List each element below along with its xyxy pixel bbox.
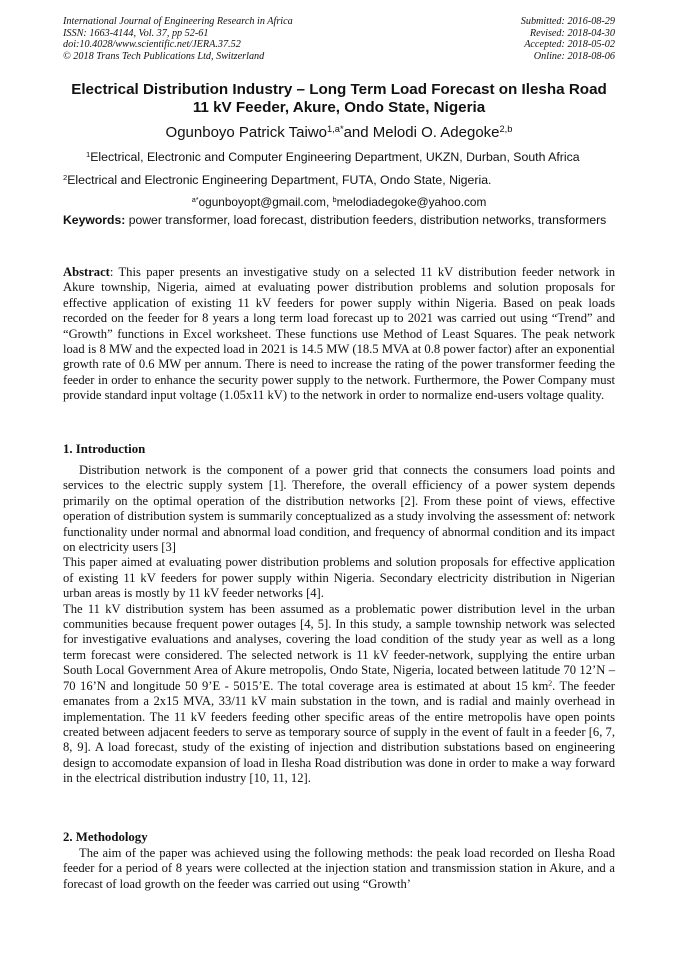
journal-copyright: © 2018 Trans Tech Publications Ltd, Switzerland [63,50,265,62]
author-line [63,124,615,141]
abstract-paragraph [63,265,615,404]
journal-issn: ISSN: 1663-4144, Vol. 37, pp 52-61 [63,27,209,39]
methodology-body [63,846,615,892]
date-online: Online: 2018-08-06 [533,50,615,62]
author-1: Ogunboyo Patrick Taiwo [165,124,328,141]
affiliation-1-text: Electrical, Electronic and Computer Engineering Department, UKZN, Durban, South Africa [90,150,580,164]
date-revised: Revised: 2018-04-30 [529,27,615,39]
email-b-sup: b [332,194,337,204]
journal-header-left [63,16,293,62]
keywords-label: Keywords: [63,213,126,227]
km-squared-sup: 2 [548,678,553,688]
abstract-label: Abstract [63,265,110,279]
introduction-paragraph-3a: The 11 kV distribution system has been assumed as a problematic power distribution level in the urban communities because frequent power outages [4, 5]. In this study, a sample township network was selected for investigative evaluations and analyses, covering the load condition of the study year as well as a long term forecast were considered. The selected network is 11 kV feeder-network, supplying the entire urban South Local Government Area of Akure metropolis, Ondo State, Nigeria, located between latitude 70 12’N – 70 16’N and longitude 50 9’E - 5015’E. The total coverage area is estimated at about 15 km [63,601,615,693]
email-line [63,195,615,209]
date-submitted: Submitted: 2016-08-29 [520,16,615,27]
email-b: melodiadegoke@yahoo.com [336,195,487,209]
keywords [63,213,615,229]
introduction-paragraph-3b: . The feeder emanates from a 2x15 MVA, 33/11 kV main substation in the town, and is radial and mainly overhead in implementation. The 11 kV feeders feeding other specific areas of the entire metropolis have open points created between adjacent feeders to serve as temporary source of supply in the event of fault in a feeder [6, 7, 8, 9]. A load forecast, study of the existing of injection and distribution substations based on engineering design to accomodate expansion of load in Ilesha Road distribution was done in order to make a way forward in the electrical distribution industry [10, 11, 12]. [63,678,615,786]
journal-name: International Journal of Engineering Research in Africa [63,16,293,27]
affiliation-2-sup: 2 [63,172,68,182]
introduction-heading: 1. Introduction [63,442,146,456]
affiliation-1-sup: 1 [86,149,91,159]
author-connector: and Melodi O. Adegoke [343,124,500,141]
journal-header-right [521,16,615,62]
affiliation-1 [86,150,580,164]
journal-doi: doi:10.4028/www.scientific.net/JERA.37.52 [63,39,241,51]
abstract [63,265,615,404]
methodology-heading: 2. Methodology [63,830,148,844]
methodology-paragraph-1: The aim of the paper was achieved using the following methods: the peak load recorded on Ilesha Road feeder for a period of 8 years were collected at the injection station and transmission station in Akure, and a forecast of load growth on the feeder was carried out using “Growth’ [63,846,615,891]
affiliation-2-text: Electrical and Electronic Engineering Department, FUTA, Ondo State, Nigeria. [67,173,492,187]
email-a-sup: a* [191,194,199,204]
introduction-paragraph-3 [63,602,615,787]
paper-title: Electrical Distribution Industry – Long Term Load Forecast on Ilesha Road 11 kV Feeder, Akure, Ondo State, Nigeria [71,81,607,116]
keywords-text: power transformer, load forecast, distribution feeders, distribution networks, transformers [125,213,607,227]
abstract-text: : This paper presents an investigative study on a selected 11 kV distribution feeder network in Akure township, Nigeria, aimed at evaluating power distribution problems and solution proposals for effective application of existing 11 kV feeders for power supply within Nigeria. Based on peak loads recorded on the feeder for 8 years a long term load forecast up to 2021 was carried out using “Trend” and “Growth” functions in Excel worksheet. These functions use Method of Least Squares. The peak network load is 8 MW and the expected load in 2021 is 14.5 MW (18.5 MVA at 0.8 power factor) after an exponential growth rate of 0.6 MW per annum. There is need to increase the rating of the power transformer feeding the feeder in order to enhance the security power supply to the network. Furthermore, the Power Company must provide standard input voltage (1.05x11 kV) to the network in order to normalize end-users voltage quality. [63,265,615,403]
date-accepted: Accepted: 2018-05-02 [524,39,615,51]
introduction-body [63,463,615,787]
introduction-paragraph-2: This paper aimed at evaluating power distribution problems and solution proposals for effective application of existing 11 kV feeders for power supply within Nigeria. Secondary electricity distribution in Nigerian urban areas is mostly by 11 kV feeder networks [4]. [63,555,615,601]
affiliation-2 [63,173,491,187]
author-2-sup: 2,b [499,123,513,134]
author-1-sup: 1,a* [327,123,344,134]
email-a: ogunboyopt@gmail.com, [198,195,333,209]
introduction-paragraph-1: Distribution network is the component of a power grid that connects the consumers load points and services to the electric supply system [1]. Therefore, the overall efficiency of a power system depends primarily on the optimal operation of the distribution networks [2]. From these point of views, effective operation of distribution system is summarily conceptualized as a study involving the assessment of: network functionality under normal and abnormal load condition, and frequency of abnormal condition and its impact on electricity users [3] [63,463,615,555]
